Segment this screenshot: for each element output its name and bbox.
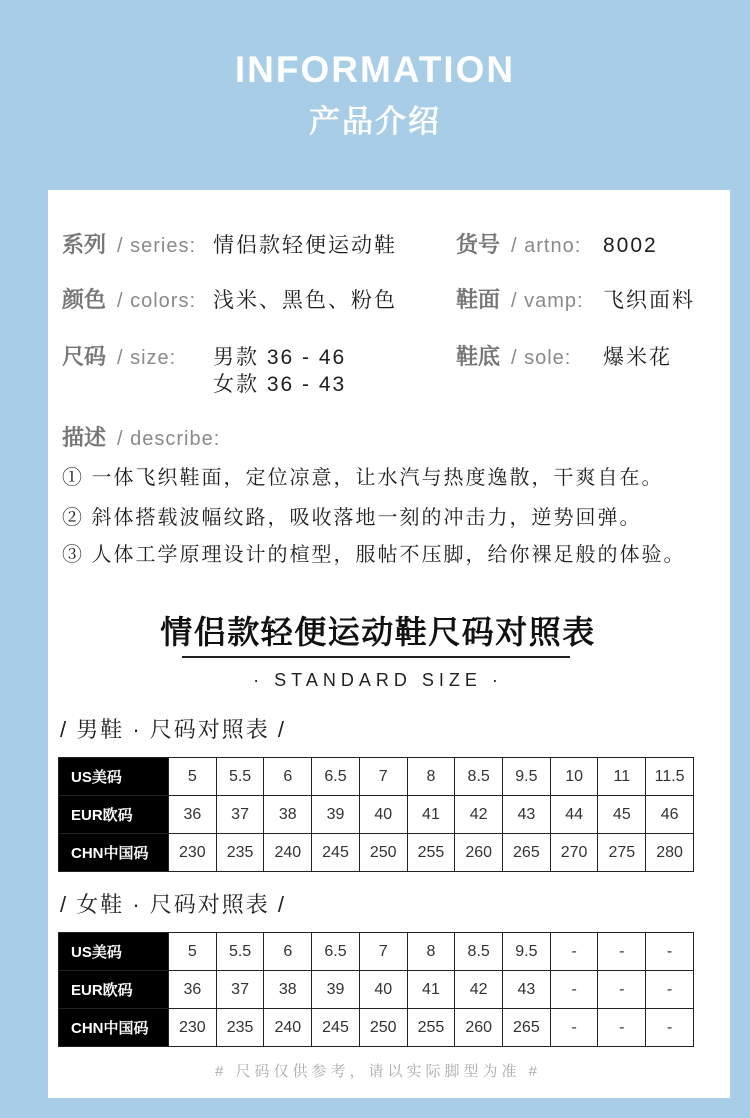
men-size-table — [58, 757, 694, 872]
title-underline — [182, 656, 570, 658]
women-size-heading: / 女鞋 · 尺码对照表 / — [60, 892, 287, 917]
size-cell: 270 — [550, 834, 598, 872]
size-cell: 38 — [264, 971, 312, 1009]
spec-label: 系列 — [62, 232, 107, 257]
size-cell: 5 — [169, 758, 217, 796]
spec-en-label: / sole: — [511, 347, 572, 369]
spec-value: 浅米、黑色、粉色 — [213, 289, 397, 312]
size-cell: 39 — [312, 971, 360, 1009]
size-cell: 230 — [169, 834, 217, 872]
size-cell: 37 — [216, 796, 264, 834]
size-cell: 43 — [503, 796, 551, 834]
size-cell: 235 — [216, 834, 264, 872]
size-row — [59, 1009, 694, 1047]
size-cell: 5.5 — [216, 758, 264, 796]
size-cell: 275 — [598, 834, 646, 872]
spec-size — [62, 342, 346, 372]
size-cell: 7 — [359, 758, 407, 796]
size-chart-title: 情侣款轻便运动鞋尺码对照表 — [160, 614, 596, 650]
size-cell: 37 — [216, 971, 264, 1009]
size-cell: 10 — [550, 758, 598, 796]
size-cell: 8 — [407, 758, 455, 796]
size-note: # 尺码仅供参考，请以实际脚型为准 # — [214, 1063, 542, 1080]
size-row-label: US美码 — [59, 933, 169, 971]
size-cell: 6 — [264, 758, 312, 796]
size-cell: - — [598, 1009, 646, 1047]
spec-label: 颜色 — [62, 287, 107, 312]
size-cell: 38 — [264, 796, 312, 834]
spec-label: 描述 — [62, 425, 107, 450]
size-cell: 8.5 — [455, 758, 503, 796]
size-cell: 5.5 — [216, 933, 264, 971]
size-row — [59, 834, 694, 872]
size-chart-subtitle: · STANDARD SIZE · — [253, 670, 503, 690]
size-cell: 255 — [407, 834, 455, 872]
size-cell: 240 — [264, 834, 312, 872]
women-size-table — [58, 932, 694, 1047]
size-cell: - — [550, 1009, 598, 1047]
size-cell: 46 — [646, 796, 694, 834]
size-row-label: US美码 — [59, 758, 169, 796]
size-cell: 9.5 — [503, 758, 551, 796]
size-cell: - — [646, 1009, 694, 1047]
spec-value-women: 女款 36 - 43 — [213, 373, 347, 396]
spec-sole — [456, 342, 672, 372]
spec-value: 情侣款轻便运动鞋 — [213, 234, 397, 257]
size-cell: 42 — [455, 796, 503, 834]
spec-en-label: / size: — [117, 347, 177, 369]
size-row-label: EUR欧码 — [59, 971, 169, 1009]
describe-line-2: ② 斜体搭载波幅纹路，吸收落地一刻的冲击力，逆势回弹。 — [62, 507, 642, 529]
size-cell: - — [598, 971, 646, 1009]
men-size-heading: / 男鞋 · 尺码对照表 / — [60, 717, 287, 742]
describe-line-3: ③ 人体工学原理设计的楦型，服帖不压脚，给你裸足般的体验。 — [62, 544, 686, 566]
spec-en-label: / colors: — [117, 290, 197, 312]
size-cell: 39 — [312, 796, 360, 834]
spec-value: 8002 — [603, 234, 658, 257]
size-cell: 240 — [264, 1009, 312, 1047]
size-cell: 41 — [407, 971, 455, 1009]
size-cell: 230 — [169, 1009, 217, 1047]
spec-vamp — [456, 285, 695, 315]
size-row — [59, 933, 694, 971]
size-cell: 250 — [359, 834, 407, 872]
size-cell: 250 — [359, 1009, 407, 1047]
spec-en-label: / artno: — [511, 235, 582, 257]
size-cell: 45 — [598, 796, 646, 834]
size-cell: - — [550, 933, 598, 971]
spec-colors — [62, 285, 397, 315]
size-cell: 11.5 — [646, 758, 694, 796]
size-cell: 6 — [264, 933, 312, 971]
size-cell: 40 — [359, 796, 407, 834]
size-row-label: CHN中国码 — [59, 834, 169, 872]
size-cell: 265 — [503, 834, 551, 872]
spec-value: 爆米花 — [603, 346, 672, 369]
size-cell: 40 — [359, 971, 407, 1009]
size-cell: 36 — [169, 796, 217, 834]
size-cell: 235 — [216, 1009, 264, 1047]
size-cell: 260 — [455, 834, 503, 872]
spec-describe — [62, 423, 220, 453]
info-card — [48, 190, 730, 1098]
spec-label: 尺码 — [62, 344, 107, 369]
size-cell: 44 — [550, 796, 598, 834]
spec-artno — [456, 230, 658, 260]
header-title: INFORMATION — [234, 49, 516, 90]
size-cell: 255 — [407, 1009, 455, 1047]
size-cell: 7 — [359, 933, 407, 971]
spec-label: 货号 — [456, 232, 501, 257]
size-cell: 42 — [455, 971, 503, 1009]
size-cell: 245 — [312, 1009, 360, 1047]
size-cell: 6.5 — [312, 933, 360, 971]
size-row — [59, 796, 694, 834]
spec-label: 鞋面 — [456, 287, 501, 312]
size-cell: 245 — [312, 834, 360, 872]
size-cell: 5 — [169, 933, 217, 971]
spec-label: 鞋底 — [456, 344, 501, 369]
size-cell: - — [550, 971, 598, 1009]
size-cell: - — [646, 971, 694, 1009]
describe-line-1: ① 一体飞织鞋面，定位凉意，让水汽与热度逸散，干爽自在。 — [62, 467, 664, 489]
size-cell: 280 — [646, 834, 694, 872]
size-cell: 11 — [598, 758, 646, 796]
size-row — [59, 758, 694, 796]
size-cell: 43 — [503, 971, 551, 1009]
size-row-label: CHN中国码 — [59, 1009, 169, 1047]
spec-en-label: / series: — [117, 235, 197, 257]
size-cell: 6.5 — [312, 758, 360, 796]
spec-series — [62, 230, 397, 260]
size-cell: 8 — [407, 933, 455, 971]
size-cell: - — [646, 933, 694, 971]
size-row-label: EUR欧码 — [59, 796, 169, 834]
size-cell: 41 — [407, 796, 455, 834]
size-row — [59, 971, 694, 1009]
header-subtitle: 产品介绍 — [309, 104, 441, 139]
spec-value-men: 男款 36 - 46 — [213, 346, 347, 369]
size-cell: 36 — [169, 971, 217, 1009]
spec-value: 飞织面料 — [603, 289, 695, 312]
size-cell: 8.5 — [455, 933, 503, 971]
spec-en-label: / describe: — [117, 428, 221, 450]
size-cell: 265 — [503, 1009, 551, 1047]
spec-en-label: / vamp: — [511, 290, 584, 312]
size-cell: 260 — [455, 1009, 503, 1047]
size-cell: 9.5 — [503, 933, 551, 971]
size-cell: - — [598, 933, 646, 971]
